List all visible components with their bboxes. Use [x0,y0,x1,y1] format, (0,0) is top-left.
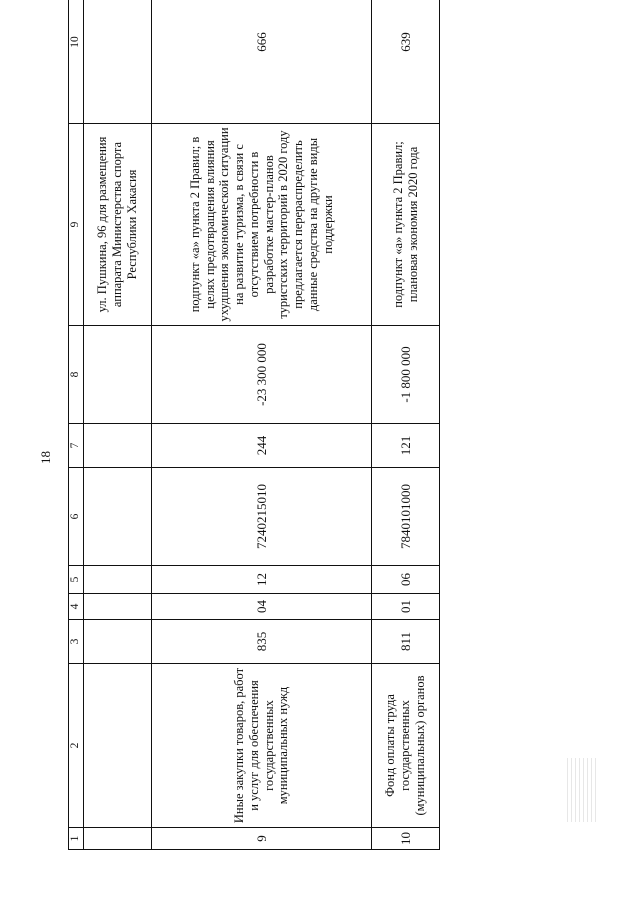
header-cell: 4 [69,594,84,620]
cell-basis [84,0,152,124]
header-cell: 6 [69,468,84,566]
cell-name: Фонд оплаты труда государственных (муниципальных) органов [372,664,440,828]
cell-amount: -23 300 000 [152,326,372,424]
cell-reason: подпункт «а» пункта 2 Правил; плановая экономия 2020 года [372,124,440,326]
header-cell: 8 [69,326,84,424]
cell-reason: подпункт «а» пункта 2 Правил; в целях предотвращения влияния ухудшения экономической ситуации на развитие туризма, в связи с отсутствием потребности в разработке мастер-планов туристских территорий в 2020 году предлагается перераспределить данные средства на другие виды поддержки [152,124,372,326]
cell-basis: 639 [372,0,440,124]
cell-code [84,620,152,664]
cell-reason: ул. Пушкина, 96 для размещения аппарата Министерства спорта Республики Хакасия [84,124,152,326]
cell-name [84,664,152,828]
cell-num [84,828,152,850]
cell-subsection [84,566,152,594]
cell-section: 04 [152,594,372,620]
cell-code: 811 [372,620,440,664]
cell-subsection: 06 [372,566,440,594]
header-cell: 2 [69,664,84,828]
header-cell: 10 [69,0,84,124]
cell-section: 01 [372,594,440,620]
table-row [152,0,372,850]
cell-expense: 121 [372,424,440,468]
cell-target [84,468,152,566]
cell-code: 835 [152,620,372,664]
budget-table [68,0,440,850]
cell-section [84,594,152,620]
header-cell: 5 [69,566,84,594]
cell-basis: 666 [152,0,372,124]
header-cell: 1 [69,828,84,850]
cell-expense: 244 [152,424,372,468]
rotated-table-container [68,32,438,850]
cell-subsection: 12 [152,566,372,594]
cell-num: 10 [372,828,440,850]
header-cell: 7 [69,424,84,468]
header-row [69,0,84,850]
cell-name: Иные закупки товаров, работ и услуг для обеспечения государственных муниципальных нужд [152,664,372,828]
header-cell: 3 [69,620,84,664]
cell-num: 9 [152,828,372,850]
cell-amount: -1 800 000 [372,326,440,424]
table-row [372,0,440,850]
header-cell: 9 [69,124,84,326]
cell-target: 7840101000 [372,468,440,566]
scan-artifact [567,758,599,822]
cell-expense [84,424,152,468]
page-number: 18 [38,451,53,464]
table-row [84,0,152,850]
cell-target: 7240215010 [152,468,372,566]
cell-amount [84,326,152,424]
